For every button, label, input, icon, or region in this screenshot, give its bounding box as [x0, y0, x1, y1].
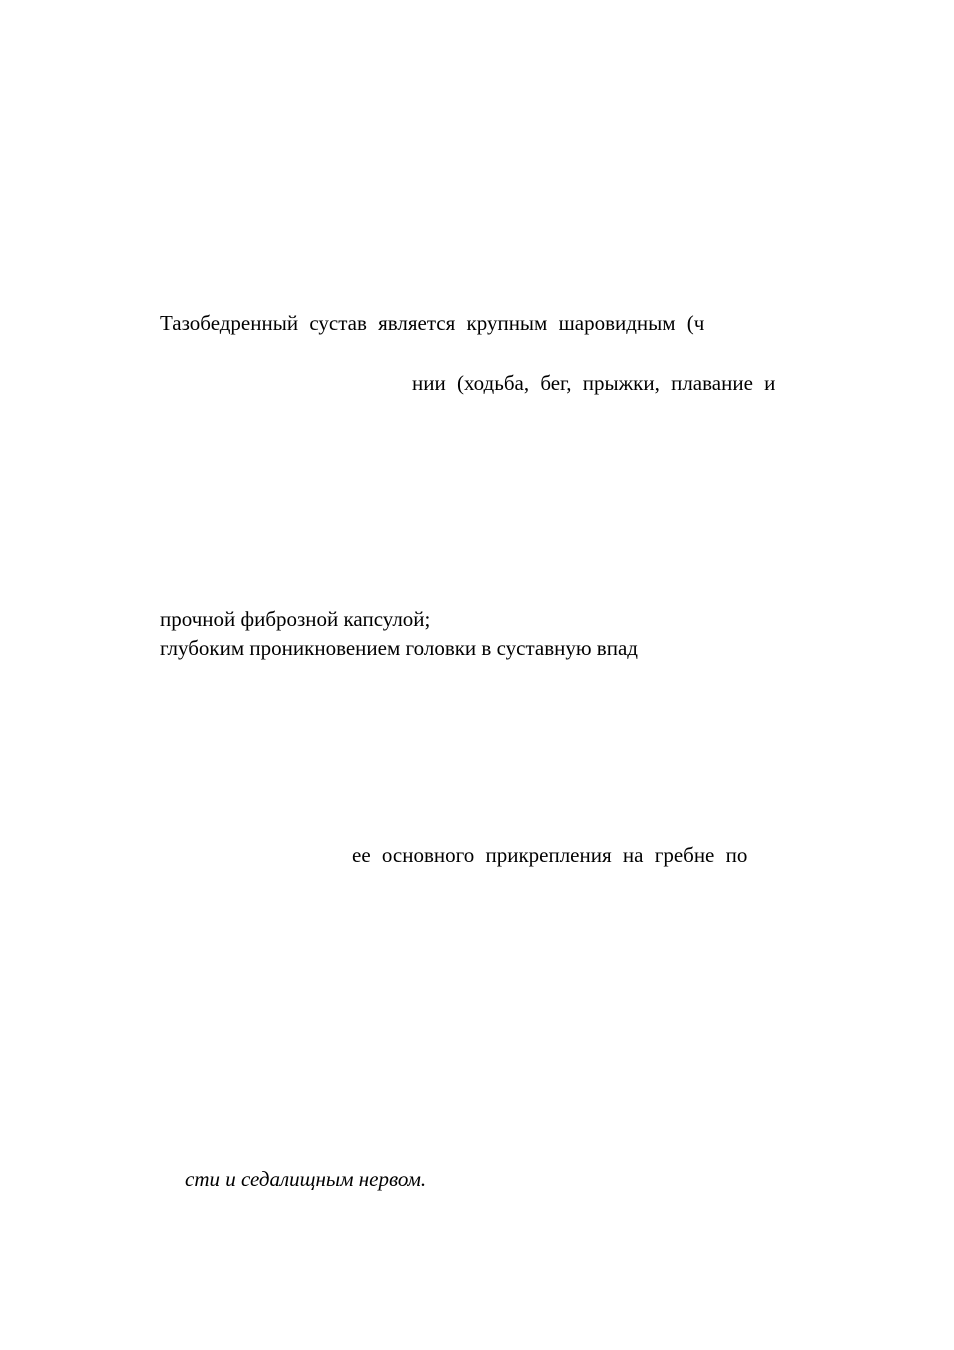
text-line-1: Тазобедренный сустав является крупным шаровидным (ч	[160, 311, 705, 335]
text-line-5: ее основного прикрепления на гребне по	[352, 843, 748, 867]
text-line-2: нии (ходьба, бег, прыжки, плавание и	[412, 371, 776, 395]
text-line-3: прочной фиброзной капсулой;	[160, 607, 431, 631]
text-line-6: сти и седалищным нервом.	[185, 1167, 427, 1191]
text-line-4: глубоким проникновением головки в суставную впад	[160, 636, 638, 660]
